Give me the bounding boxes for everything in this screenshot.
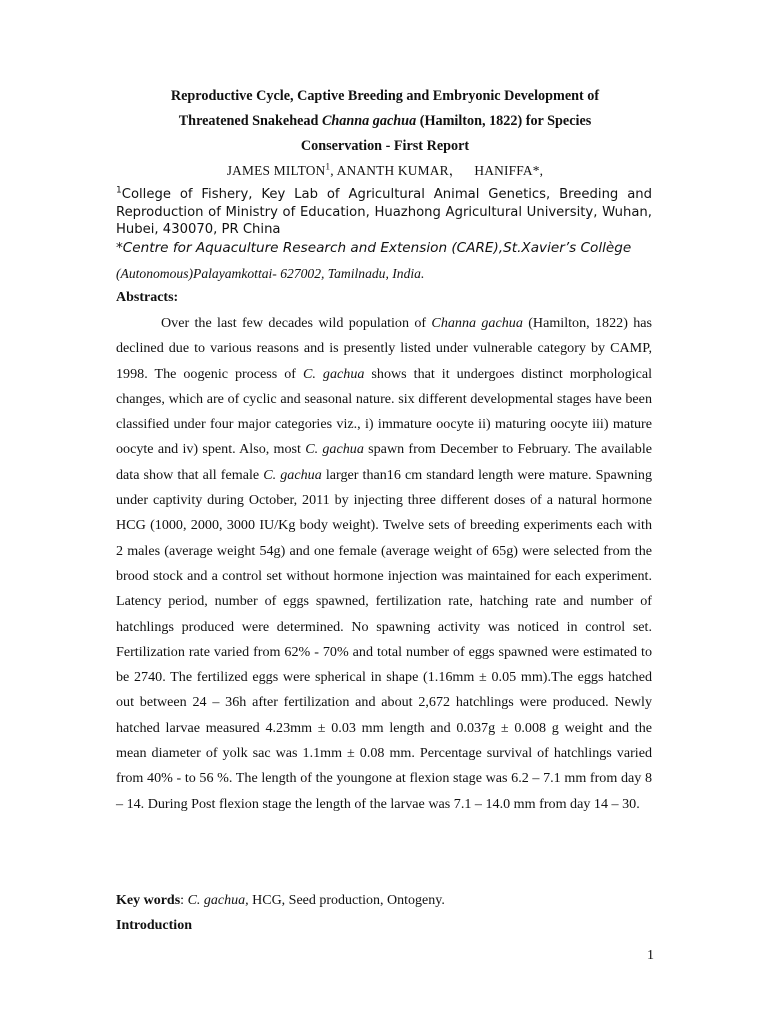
author-separator: , xyxy=(330,163,337,178)
page-number: 1 xyxy=(647,948,654,963)
keywords-colon: : xyxy=(180,893,188,908)
corresponding-marker: * xyxy=(116,240,123,256)
affiliation-text: College of Fishery, Key Lab of Agricultural Animal Genetics, Breeding and Reproduction of Ministry of Education, Huazhong Agricultural University, Wuhan, Hubei, 430070, PR China xyxy=(116,187,652,237)
affiliation-marker: 1 xyxy=(116,185,122,196)
abstract-paragraph xyxy=(116,311,652,817)
affiliation-marker: 1 xyxy=(325,161,331,172)
species-name: Channa gachua xyxy=(431,315,523,331)
author-separator: ， xyxy=(448,163,463,178)
introduction-heading: Introduction xyxy=(116,918,192,933)
author-name: HANIFFA*, xyxy=(474,163,544,178)
keywords-label: Key words xyxy=(116,893,181,908)
author-name: ANANTH KUMAR xyxy=(336,163,449,178)
abstract-heading: Abstracts: xyxy=(116,290,179,305)
author-name: JAMES MILTON xyxy=(226,163,326,178)
paper-title-line-1: Reproductive Cycle, Captive Breeding and Embryonic Development of xyxy=(170,88,600,104)
paper-title-line-2 xyxy=(115,113,655,130)
affiliation-2-line-1 xyxy=(116,240,631,256)
keywords-line xyxy=(116,893,445,909)
abstract-text: Over the last few decades wild population of xyxy=(161,315,432,331)
author-list xyxy=(115,160,655,179)
keywords-species: C. gachua, xyxy=(187,893,249,908)
paper-title-line-3: Conservation - First Report xyxy=(300,138,470,154)
species-name: C. gachua xyxy=(303,365,365,382)
species-name: C. gachua xyxy=(263,466,322,483)
abstract-text: shows that it undergoes distinct morphological changes, which are of cyclic and seasonal nature. six different developmental stages have been classified under four major categories viz., i) immature oocyte ii) maturing oocyte iii) mature oocyte and iv) spent. Also, most xyxy=(116,365,652,458)
species-name: C. gachua xyxy=(305,441,364,458)
abstract-text: larger than16 cm standard length were mature. Spawning under captivity during October, 2011 by injecting three different doses of a natural hormone HCG (1000, 2000, 3000 IU/Kg body weight). Twelve sets of breeding experiments each with 2 males (average weight 54g) and one female (average weight of 65g) were selected from the brood stock and a control set without hormone injection was maintained for each experiment. Latency period, number of eggs spawned, fertilization rate, hatching rate and number of hatchlings produced were determined. No spawning activity was noticed in control set. Fertilization rate varied from 62% - 70% and total number of eggs spawned were estimated to be 2740. The fertilized eggs were spherical in shape (1.16mm ± 0.05 mm).The eggs hatched out between 24 – 36h after fertilization and about 2,672 hatchlings were produced. Newly hatched larvae measured 4.23mm ± 0.03 mm length and 0.037g ± 0.008 g weight and the mean diameter of yolk sac was 1.1mm ± 0.08 mm. Percentage survival of hatchlings varied from 40% - to 56 %. The length of the youngone at flexion stage was 6.2 – 7.1 mm from day 8 – 14. During Post flexion stage the length of the larvae was 7.1 – 14.0 mm from day 14 – 30. xyxy=(116,466,653,812)
affiliation-2-line-2: (Autonomous)Palayamkottai- 627002, Tamilnadu, India. xyxy=(116,266,425,281)
title-text: (Hamilton, 1822) for Species xyxy=(416,113,592,129)
abstract-text: spawn from December to February. The available data show that all female xyxy=(116,441,652,483)
affiliation-1 xyxy=(116,186,652,239)
keywords-text: HCG, Seed production, Ontogeny. xyxy=(248,893,445,908)
title-species-name: Channa gachua xyxy=(321,113,417,129)
affiliation-text: Centre for Aquaculture Research and Extension (CARE),St.Xavier’s Collège xyxy=(122,240,632,256)
abstract-body xyxy=(116,311,652,817)
title-text: Threatened Snakehead xyxy=(178,113,322,129)
abstract-text: (Hamilton, 1822) has declined due to various reasons and is presently listed under vulnerable category by CAMP, 1998. The oogenic process of xyxy=(116,315,653,382)
